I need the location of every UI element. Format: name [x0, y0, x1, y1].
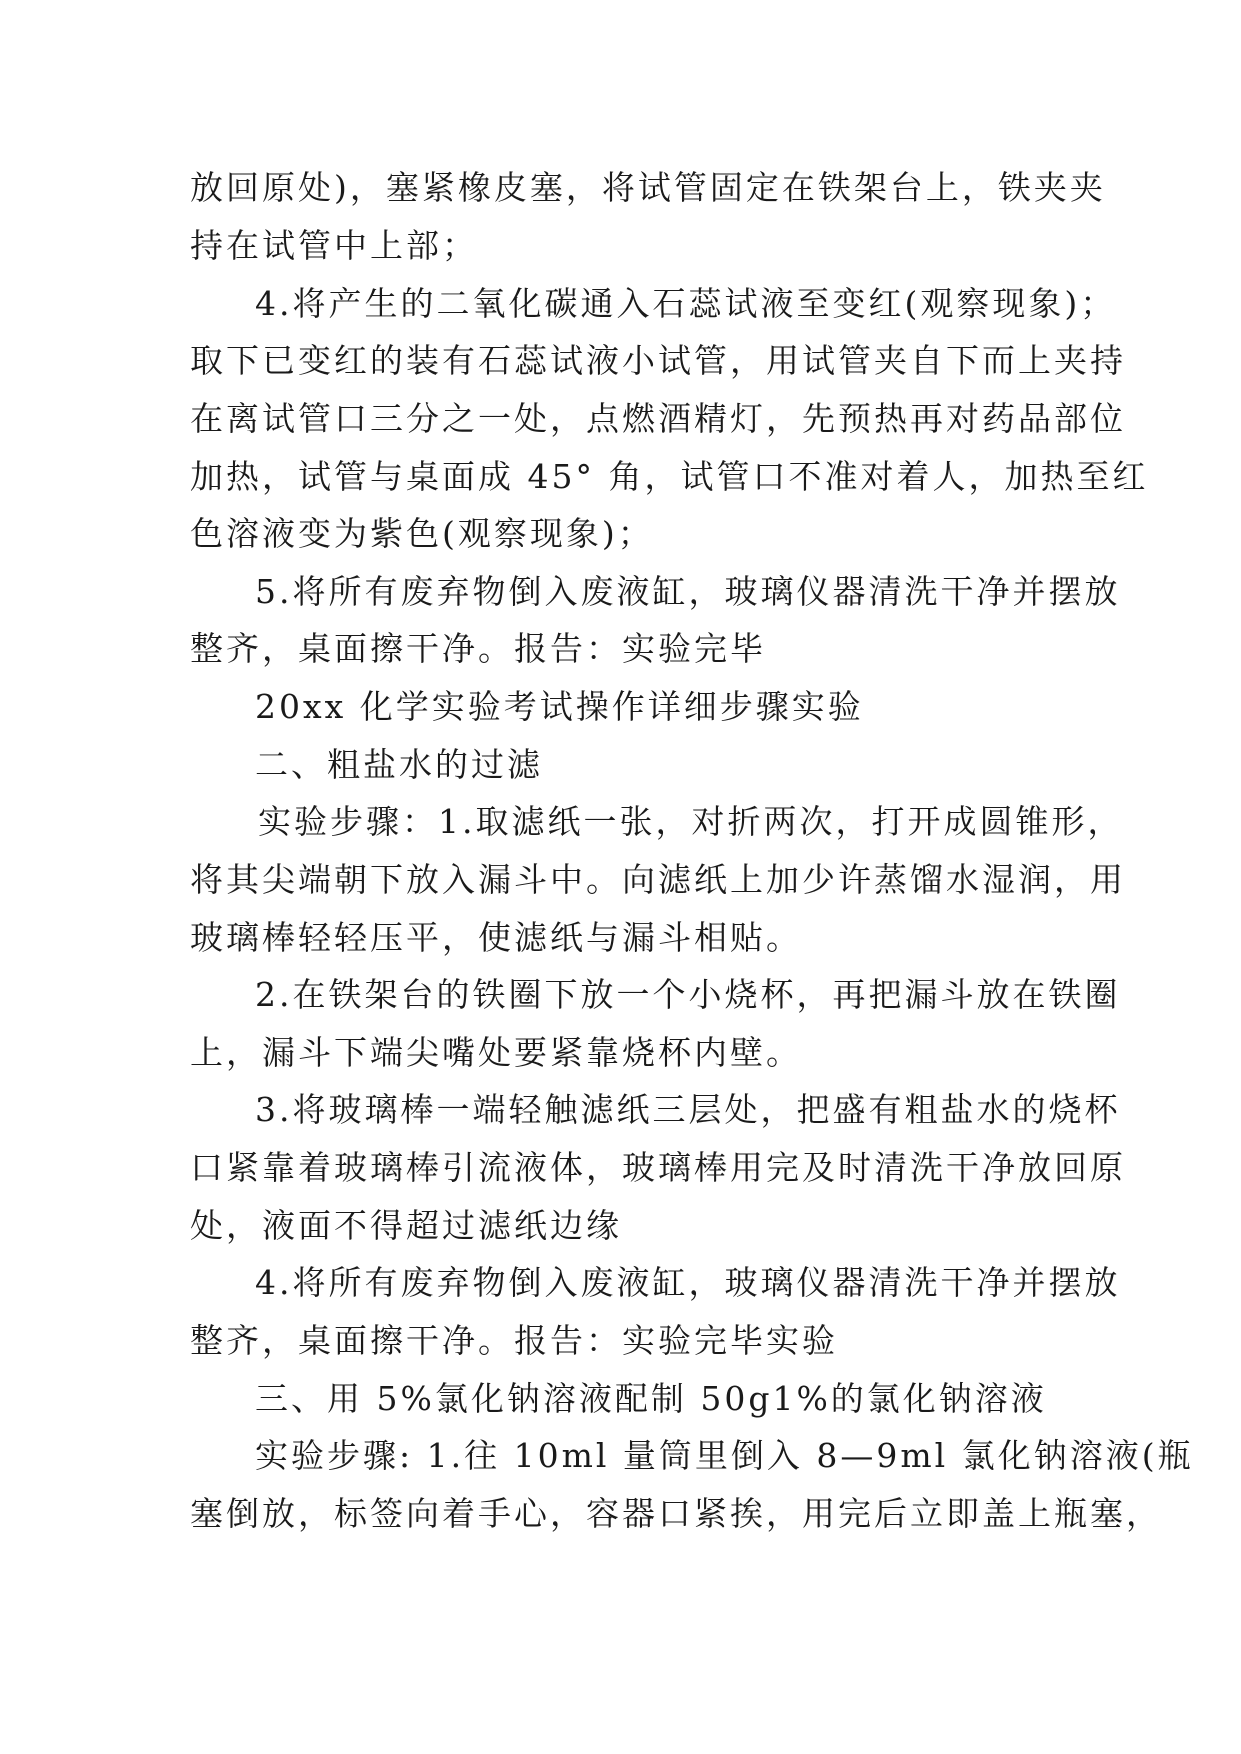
text-line: 整齐，桌面擦干净。报告：实验完毕实验 [190, 1321, 838, 1360]
text-line: 3.将玻璃棒一端轻触滤纸三层处，把盛有粗盐水的烧杯 [255, 1090, 1121, 1129]
text-line: 色溶液变为紫色(观察现象)； [190, 514, 654, 553]
text-line: 取下已变红的装有石蕊试液小试管，用试管夹自下而上夹持 [190, 341, 1126, 380]
text-line: 持在试管中上部； [190, 226, 478, 265]
section-heading: 三、用 5%氯化钠溶液配制 50g1%的氯化钠溶液 [255, 1379, 1047, 1418]
text-line: 实验步骤：1.取滤纸一张，对折两次，打开成圆锥形， [258, 802, 1124, 841]
text-line: 在离试管口三分之一处，点燃酒精灯，先预热再对药品部位 [190, 399, 1126, 438]
text-line: 加热，试管与桌面成 45° 角，试管口不准对着人，加热至红 [190, 457, 1149, 496]
text-line: 塞倒放，标签向着手心，容器口紧挨，用完后立即盖上瓶塞， [190, 1494, 1162, 1533]
text-line: 处，液面不得超过滤纸边缘 [190, 1206, 622, 1245]
text-line: 放回原处)，塞紧橡皮塞，将试管固定在铁架台上，铁夹夹 [190, 168, 1106, 207]
text-line: 口紧靠着玻璃棒引流液体，玻璃棒用完及时清洗干净放回原 [190, 1148, 1126, 1187]
text-line: 5.将所有废弃物倒入废液缸，玻璃仪器清洗干净并摆放 [255, 572, 1121, 611]
text-line: 上，漏斗下端尖嘴处要紧靠烧杯内壁。 [190, 1033, 802, 1072]
text-line: 4.将所有废弃物倒入废液缸，玻璃仪器清洗干净并摆放 [255, 1263, 1121, 1302]
text-line: 玻璃棒轻轻压平，使滤纸与漏斗相贴。 [190, 918, 802, 957]
section-heading: 二、粗盐水的过滤 [255, 745, 543, 784]
text-line: 实验步骤: 1.往 10ml 量筒里倒入 8—9ml 氯化钠溶液(瓶 [255, 1436, 1194, 1475]
text-line: 整齐，桌面擦干净。报告：实验完毕 [190, 629, 766, 668]
text-line: 2.在铁架台的铁圈下放一个小烧杯，再把漏斗放在铁圈 [255, 975, 1121, 1014]
text-line: 将其尖端朝下放入漏斗中。向滤纸上加少许蒸馏水湿润，用 [190, 860, 1126, 899]
text-line: 4.将产生的二氧化碳通入石蕊试液至变红(观察现象)； [255, 284, 1117, 323]
section-heading: 20xx 化学实验考试操作详细步骤实验 [255, 687, 864, 726]
